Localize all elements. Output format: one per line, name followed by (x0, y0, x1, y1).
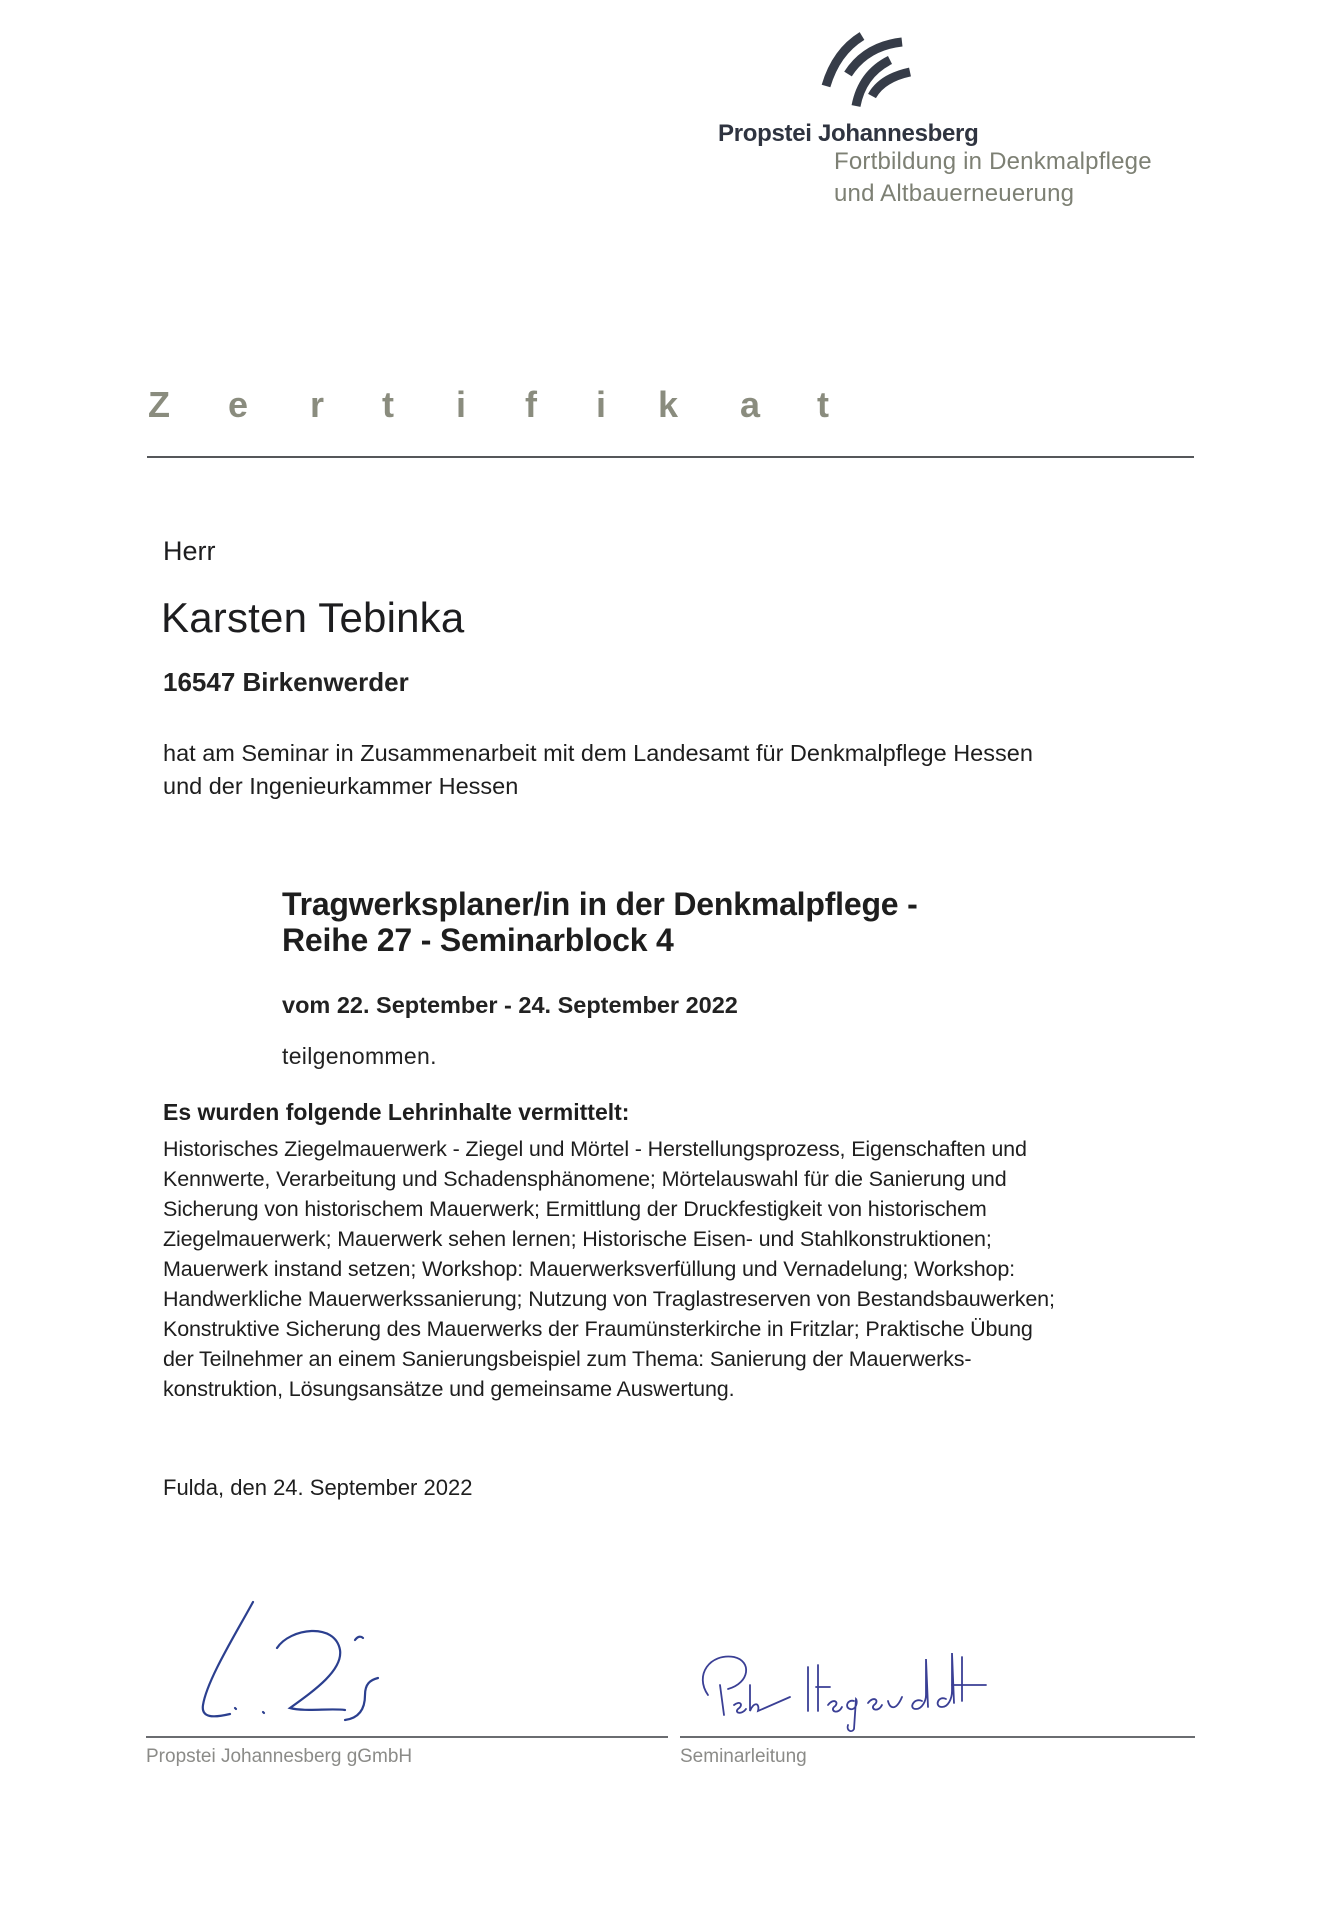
signature-1-icon (195, 1600, 415, 1730)
title-letter: i (596, 384, 607, 425)
title-letter: i (456, 384, 467, 425)
lesson-line: Historisches Ziegelmauerwerk - Ziegel und Mörtel - Herstellungsprozess, Eigenschaften und (163, 1137, 1027, 1161)
organization-name: Propstei Johannesberg (718, 120, 979, 147)
title-letter: r (310, 384, 325, 425)
title-letter: t (817, 384, 829, 425)
course-title-line: Tragwerksplaner/in in der Denkmalpflege - (282, 886, 918, 922)
organization-subtitle-line-2: und Altbauerneuerung (834, 180, 1075, 207)
lessons-heading: Es wurden folgende Lehrinhalte vermittelt: (163, 1099, 630, 1125)
signature-2-icon (690, 1645, 990, 1735)
signature-2-line (680, 1736, 1195, 1738)
title-letter: Z (148, 384, 170, 425)
signature-2-label: Seminarleitung (680, 1746, 807, 1767)
title-letter: a (740, 384, 761, 425)
lesson-line: Konstruktive Sicherung des Mauerwerks der Fraumünsterkirche in Fritzlar; Praktische Übung (163, 1317, 1033, 1341)
recipient-name: Karsten Tebinka (161, 594, 465, 641)
lesson-line: Mauerwerk instand setzen; Workshop: Mauerwerksverfüllung und Vernadelung; Workshop: (163, 1257, 1015, 1281)
salutation: Herr (163, 536, 216, 566)
title-letter: k (658, 384, 679, 425)
lesson-line: Kennwerte, Verarbeitung und Schadensphänomene; Mörtelauswahl für die Sanierung und (163, 1167, 1007, 1191)
lesson-line: der Teilnehmer an einem Sanierungsbeispiel zum Thema: Sanierung der Mauerwerks- (163, 1347, 972, 1371)
lesson-line: Sicherung von historischem Mauerwerk; Ermittlung der Druckfestigkeit von historischem (163, 1197, 987, 1221)
place-date: Fulda, den 24. September 2022 (163, 1475, 473, 1500)
signature-1-line (146, 1736, 668, 1738)
lesson-line: Handwerkliche Mauerwerkssanierung; Nutzung von Traglastreserven von Bestandsbauwerken; (163, 1287, 1055, 1311)
recipient-city: 16547 Birkenwerder (163, 667, 409, 697)
participation-text: teilgenommen. (282, 1043, 437, 1069)
title-letter: f (525, 384, 537, 425)
intro-line: und der Ingenieurkammer Hessen (163, 773, 519, 799)
title-letter: e (228, 384, 249, 425)
lesson-line: Ziegelmauerwerk; Mauerwerk sehen lernen; Historische Eisen- und Stahlkonstruktionen; (163, 1227, 992, 1251)
intro-line: hat am Seminar in Zusammenarbeit mit dem Landesamt für Denkmalpflege Hessen (163, 740, 1033, 766)
title-letter: t (382, 384, 394, 425)
organization-subtitle-line-1: Fortbildung in Denkmalpflege (834, 148, 1152, 175)
signature-1-label: Propstei Johannesberg gGmbH (146, 1746, 413, 1767)
course-title-line: Reihe 27 - Seminarblock 4 (282, 922, 674, 958)
lesson-line: konstruktion, Lösungsansätze und gemeinsame Auswertung. (163, 1377, 735, 1401)
propstei-logo-icon (818, 28, 918, 112)
title-divider (147, 456, 1194, 458)
course-dates: vom 22. September - 24. September 2022 (282, 992, 738, 1018)
